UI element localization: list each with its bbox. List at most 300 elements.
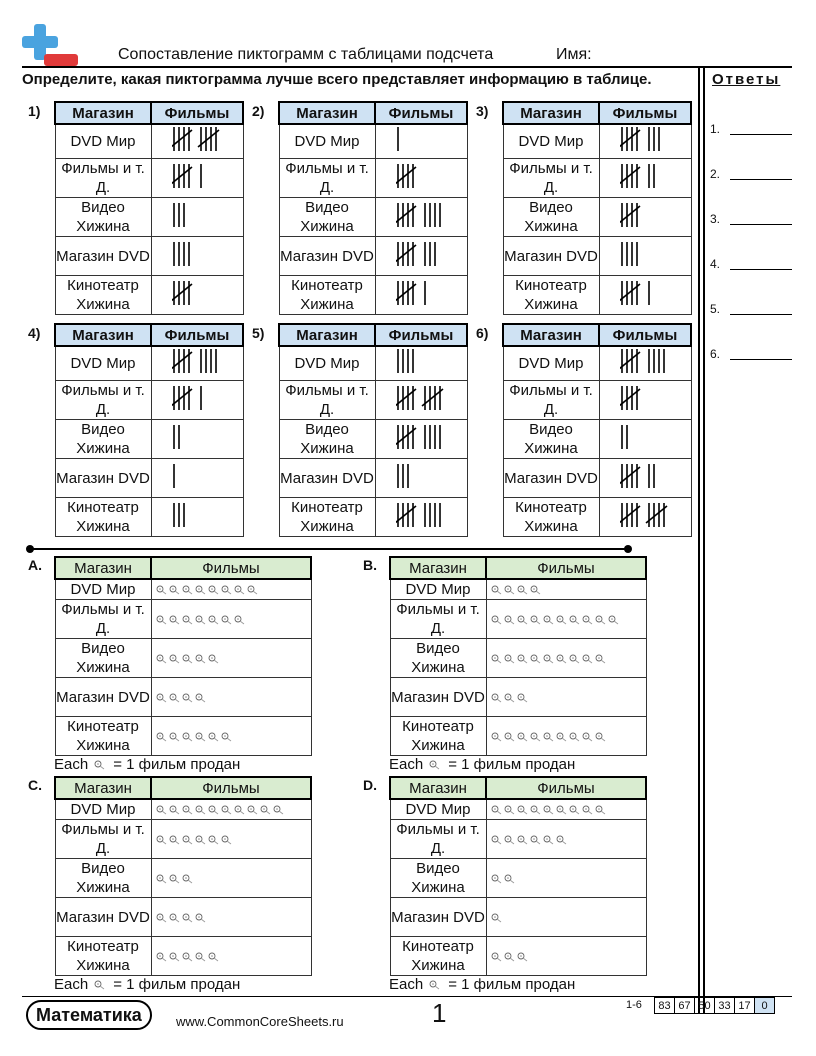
store-name: Кинотеатр Хижина	[55, 937, 151, 976]
table-row	[55, 820, 311, 859]
tally-cell	[375, 420, 467, 459]
table-row	[390, 579, 646, 600]
film-reel-icon	[530, 654, 542, 664]
table-row	[279, 498, 467, 537]
score-cell: 33	[715, 998, 735, 1014]
table-row	[503, 124, 691, 159]
column-header-films: Фильмы	[151, 557, 311, 579]
film-reel-icon	[182, 585, 194, 595]
film-reel-icon	[504, 654, 516, 664]
score-range-label: 1-6	[626, 999, 642, 1011]
icon-cell	[486, 600, 646, 639]
film-reel-icon	[543, 835, 555, 845]
tally-cell	[375, 346, 467, 381]
divider-dot	[624, 545, 632, 553]
tally-marks	[172, 423, 188, 451]
film-reel-icon	[221, 805, 233, 815]
icon-cell	[151, 678, 311, 717]
answer-number: 6.	[710, 347, 721, 361]
film-reel-icon	[156, 805, 168, 815]
table-row	[55, 346, 243, 381]
table-row	[390, 859, 646, 898]
film-reel-icon	[169, 913, 181, 923]
table-row	[279, 420, 467, 459]
store-name: DVD Мир	[55, 579, 151, 600]
table-row	[503, 346, 691, 381]
table-row	[55, 579, 311, 600]
column-header-films: Фильмы	[151, 102, 243, 124]
store-name: DVD Мир	[390, 799, 486, 820]
tally-marks	[396, 423, 449, 451]
film-reel-icon	[569, 654, 581, 664]
film-reel-icon	[208, 835, 220, 845]
answer-number: 1.	[710, 122, 721, 136]
icon-cell	[151, 579, 311, 600]
film-reel-icon	[208, 585, 220, 595]
score-cell: 17	[735, 998, 755, 1014]
icon-cell	[486, 639, 646, 678]
table-row	[55, 420, 243, 459]
table-row	[279, 159, 467, 198]
store-name: Видео Хижина	[390, 859, 486, 898]
store-name: Видео Хижина	[55, 859, 151, 898]
tally-marks	[172, 279, 205, 307]
logo-icon	[22, 22, 80, 68]
answer-line[interactable]	[730, 134, 792, 135]
tally-marks	[620, 347, 673, 375]
film-reel-icon	[530, 615, 542, 625]
store-name: DVD Мир	[279, 346, 375, 381]
icon-cell	[151, 898, 311, 937]
pictograph-table	[54, 776, 312, 976]
divider-dot	[26, 545, 34, 553]
film-reel-icon	[530, 835, 542, 845]
table-row	[55, 124, 243, 159]
table-row	[503, 276, 691, 315]
table-row	[503, 198, 691, 237]
tally-table	[278, 323, 468, 537]
icon-cell	[151, 859, 311, 898]
store-name: Магазин DVD	[55, 459, 151, 498]
tally-table	[502, 101, 692, 315]
column-header-films: Фильмы	[375, 102, 467, 124]
answers-title: Ответы	[712, 71, 781, 88]
tally-cell	[375, 381, 467, 420]
store-name: Магазин DVD	[55, 898, 151, 937]
film-reel-icon	[221, 835, 233, 845]
score-cell: 0	[755, 998, 775, 1014]
tally-cell	[375, 276, 467, 315]
icon-cell	[486, 678, 646, 717]
key-each: Each	[389, 756, 424, 773]
film-reel-icon	[247, 805, 259, 815]
column-header-store: Магазин	[279, 102, 375, 124]
film-reel-icon	[582, 615, 594, 625]
table-row	[503, 459, 691, 498]
store-name: Кинотеатр Хижина	[279, 276, 375, 315]
tally-cell	[599, 198, 691, 237]
tally-cell	[599, 459, 691, 498]
column-header-store: Магазин	[55, 777, 151, 799]
table-row	[55, 276, 243, 315]
film-reel-icon	[94, 980, 106, 990]
tally-marks	[172, 240, 198, 268]
tally-marks	[620, 384, 653, 412]
tally-cell	[151, 459, 243, 498]
film-reel-icon	[556, 615, 568, 625]
store-name: Видео Хижина	[390, 639, 486, 678]
store-name: Видео Хижина	[55, 198, 151, 237]
table-row	[55, 678, 311, 717]
column-header-films: Фильмы	[599, 102, 691, 124]
store-name: DVD Мир	[503, 124, 599, 159]
tally-marks	[396, 125, 407, 153]
icon-cell	[151, 639, 311, 678]
film-reel-icon	[169, 874, 181, 884]
tally-marks	[396, 347, 422, 375]
key-text: = 1 фильм продан	[448, 756, 576, 773]
name-label: Имя:	[556, 46, 592, 63]
table-row	[503, 420, 691, 459]
store-name: DVD Мир	[55, 124, 151, 159]
film-reel-icon	[182, 654, 194, 664]
film-reel-icon	[195, 585, 207, 595]
header-rule	[22, 66, 792, 68]
tally-marks	[620, 501, 680, 529]
option-letter: C.	[28, 777, 42, 793]
table-row	[503, 381, 691, 420]
film-reel-icon	[491, 585, 503, 595]
tally-marks	[620, 240, 646, 268]
film-reel-icon	[195, 913, 207, 923]
film-reel-icon	[195, 835, 207, 845]
store-name: Фильмы и т. Д.	[55, 381, 151, 420]
film-reel-icon	[208, 952, 220, 962]
store-name: Видео Хижина	[279, 420, 375, 459]
key-text: = 1 фильм продан	[448, 976, 576, 993]
tally-cell	[151, 159, 243, 198]
column-header-films: Фильмы	[151, 777, 311, 799]
tally-cell	[375, 124, 467, 159]
film-reel-icon	[517, 615, 529, 625]
icon-cell	[151, 799, 311, 820]
film-reel-icon	[156, 913, 168, 923]
tally-cell	[599, 237, 691, 276]
film-reel-icon	[556, 805, 568, 815]
tally-cell	[375, 498, 467, 537]
tally-marks	[396, 462, 417, 490]
store-name: Фильмы и т. Д.	[503, 159, 599, 198]
film-reel-icon	[195, 732, 207, 742]
film-reel-icon	[169, 654, 181, 664]
store-name: Кинотеатр Хижина	[503, 498, 599, 537]
film-reel-icon	[543, 654, 555, 664]
pictograph-table	[389, 776, 647, 976]
film-reel-icon	[543, 615, 555, 625]
store-name: Магазин DVD	[55, 237, 151, 276]
film-reel-icon	[517, 732, 529, 742]
film-reel-icon	[195, 654, 207, 664]
film-reel-icon	[530, 585, 542, 595]
table-row	[390, 898, 646, 937]
tally-marks	[620, 125, 668, 153]
option-letter: B.	[363, 557, 377, 573]
column-header-store: Магазин	[279, 324, 375, 346]
tally-cell	[599, 346, 691, 381]
film-reel-icon	[182, 874, 194, 884]
film-reel-icon	[156, 693, 168, 703]
film-reel-icon	[234, 585, 246, 595]
tally-table	[502, 323, 692, 537]
film-reel-icon	[491, 835, 503, 845]
tally-marks	[620, 201, 653, 229]
answer-number: 2.	[710, 167, 721, 181]
store-name: Магазин DVD	[390, 898, 486, 937]
problem-number: 6)	[476, 325, 489, 341]
film-reel-icon	[504, 805, 516, 815]
tally-marks	[620, 279, 658, 307]
pictograph-key	[389, 756, 575, 773]
film-reel-icon	[195, 952, 207, 962]
film-reel-icon	[569, 732, 581, 742]
store-name: Фильмы и т. Д.	[279, 159, 375, 198]
film-reel-icon	[195, 615, 207, 625]
store-name: DVD Мир	[55, 346, 151, 381]
answer-line[interactable]	[730, 224, 792, 225]
option-letter: D.	[363, 777, 377, 793]
film-reel-icon	[491, 952, 503, 962]
tally-cell	[151, 124, 243, 159]
film-reel-icon	[543, 805, 555, 815]
store-name: Магазин DVD	[503, 237, 599, 276]
store-name: DVD Мир	[55, 799, 151, 820]
key-text: = 1 фильм продан	[113, 976, 241, 993]
answer-line[interactable]	[730, 359, 792, 360]
icon-cell	[486, 799, 646, 820]
option-letter: A.	[28, 557, 42, 573]
film-reel-icon	[156, 615, 168, 625]
store-name: Магазин DVD	[279, 237, 375, 276]
film-reel-icon	[221, 732, 233, 742]
film-reel-icon	[169, 835, 181, 845]
tally-marks	[396, 279, 434, 307]
table-row	[55, 459, 243, 498]
tally-table	[54, 323, 244, 537]
film-reel-icon	[208, 805, 220, 815]
film-reel-icon	[543, 732, 555, 742]
store-name: Видео Хижина	[55, 420, 151, 459]
tally-cell	[151, 498, 243, 537]
film-reel-icon	[169, 693, 181, 703]
film-reel-icon	[595, 654, 607, 664]
answer-number: 4.	[710, 257, 721, 271]
column-header-store: Магазин	[503, 324, 599, 346]
table-row	[55, 717, 311, 756]
tally-cell	[151, 276, 243, 315]
store-name: Магазин DVD	[55, 678, 151, 717]
store-name: Фильмы и т. Д.	[55, 820, 151, 859]
column-header-films: Фильмы	[151, 324, 243, 346]
tally-cell	[151, 198, 243, 237]
film-reel-icon	[273, 805, 285, 815]
table-row	[390, 799, 646, 820]
table-row	[390, 639, 646, 678]
icon-cell	[151, 717, 311, 756]
tally-cell	[599, 159, 691, 198]
film-reel-icon	[517, 805, 529, 815]
film-reel-icon	[582, 654, 594, 664]
section-divider	[30, 548, 628, 550]
film-reel-icon	[182, 693, 194, 703]
store-name: Кинотеатр Хижина	[279, 498, 375, 537]
tally-marks	[172, 201, 193, 229]
pictograph-table	[389, 556, 647, 756]
film-reel-icon	[582, 805, 594, 815]
film-reel-icon	[491, 654, 503, 664]
film-reel-icon	[491, 913, 503, 923]
instructions: Определите, какая пиктограмма лучше всего представляет информацию в таблице.	[22, 71, 652, 88]
score-cell: 50	[695, 998, 715, 1014]
film-reel-icon	[247, 585, 259, 595]
key-each: Each	[54, 976, 89, 993]
film-reel-icon	[234, 615, 246, 625]
film-reel-icon	[156, 732, 168, 742]
film-reel-icon	[556, 732, 568, 742]
store-name: Фильмы и т. Д.	[55, 600, 151, 639]
tally-cell	[599, 498, 691, 537]
tally-marks	[172, 125, 232, 153]
column-header-store: Магазин	[503, 102, 599, 124]
table-row	[279, 459, 467, 498]
pictograph-table	[54, 556, 312, 756]
table-row	[279, 237, 467, 276]
film-reel-icon	[504, 693, 516, 703]
film-reel-icon	[195, 805, 207, 815]
site-url: www.CommonCoreSheets.ru	[176, 1014, 344, 1029]
icon-cell	[486, 898, 646, 937]
film-reel-icon	[517, 693, 529, 703]
score-cell: 67	[675, 998, 695, 1014]
film-reel-icon	[234, 805, 246, 815]
film-reel-icon	[182, 805, 194, 815]
tally-marks	[620, 423, 636, 451]
film-reel-icon	[169, 805, 181, 815]
film-reel-icon	[582, 732, 594, 742]
store-name: Магазин DVD	[279, 459, 375, 498]
tally-cell	[151, 420, 243, 459]
table-row	[55, 859, 311, 898]
table-row	[55, 498, 243, 537]
column-header-store: Магазин	[55, 324, 151, 346]
icon-cell	[486, 859, 646, 898]
tally-marks	[620, 162, 663, 190]
store-name: Фильмы и т. Д.	[390, 600, 486, 639]
tally-cell	[375, 198, 467, 237]
film-reel-icon	[94, 760, 106, 770]
answer-number: 5.	[710, 302, 721, 316]
table-row	[55, 159, 243, 198]
column-header-films: Фильмы	[486, 557, 646, 579]
answer-line[interactable]	[730, 179, 792, 180]
film-reel-icon	[517, 585, 529, 595]
key-each: Each	[389, 976, 424, 993]
score-table	[654, 997, 775, 1014]
column-header-films: Фильмы	[486, 777, 646, 799]
table-row	[55, 937, 311, 976]
film-reel-icon	[156, 952, 168, 962]
table-row	[390, 717, 646, 756]
answer-line[interactable]	[730, 269, 792, 270]
table-row	[55, 639, 311, 678]
tally-marks	[396, 240, 444, 268]
problem-number: 2)	[252, 103, 265, 119]
table-row	[390, 600, 646, 639]
film-reel-icon	[182, 913, 194, 923]
film-reel-icon	[156, 835, 168, 845]
icon-cell	[151, 937, 311, 976]
film-reel-icon	[182, 835, 194, 845]
table-row	[390, 820, 646, 859]
store-name: Кинотеатр Хижина	[55, 498, 151, 537]
store-name: Видео Хижина	[503, 420, 599, 459]
store-name: Кинотеатр Хижина	[55, 276, 151, 315]
table-row	[55, 898, 311, 937]
tally-marks	[172, 462, 183, 490]
table-row	[55, 237, 243, 276]
tally-table	[54, 101, 244, 315]
film-reel-icon	[595, 732, 607, 742]
film-reel-icon	[169, 585, 181, 595]
key-text: = 1 фильм продан	[113, 756, 241, 773]
answers-divider	[698, 66, 700, 1014]
tally-marks	[396, 501, 449, 529]
tally-marks	[172, 162, 210, 190]
film-reel-icon	[208, 654, 220, 664]
film-reel-icon	[517, 654, 529, 664]
table-row	[279, 346, 467, 381]
film-reel-icon	[169, 952, 181, 962]
store-name: Кинотеатр Хижина	[390, 717, 486, 756]
film-reel-icon	[504, 585, 516, 595]
store-name: DVD Мир	[503, 346, 599, 381]
table-row	[55, 381, 243, 420]
store-name: Фильмы и т. Д.	[503, 381, 599, 420]
store-name: Фильмы и т. Д.	[279, 381, 375, 420]
problem-number: 1)	[28, 103, 41, 119]
answer-line[interactable]	[730, 314, 792, 315]
film-reel-icon	[504, 732, 516, 742]
film-reel-icon	[182, 732, 194, 742]
tally-cell	[151, 346, 243, 381]
store-name: Видео Хижина	[55, 639, 151, 678]
film-reel-icon	[195, 693, 207, 703]
store-name: Магазин DVD	[390, 678, 486, 717]
film-reel-icon	[260, 805, 272, 815]
table-row	[279, 124, 467, 159]
tally-marks	[396, 384, 456, 412]
film-reel-icon	[504, 952, 516, 962]
table-row	[55, 799, 311, 820]
column-header-films: Фильмы	[375, 324, 467, 346]
film-reel-icon	[208, 732, 220, 742]
store-name: Кинотеатр Хижина	[390, 937, 486, 976]
film-reel-icon	[208, 615, 220, 625]
film-reel-icon	[429, 980, 441, 990]
film-reel-icon	[182, 615, 194, 625]
store-name: DVD Мир	[390, 579, 486, 600]
table-row	[503, 498, 691, 537]
table-row	[390, 937, 646, 976]
